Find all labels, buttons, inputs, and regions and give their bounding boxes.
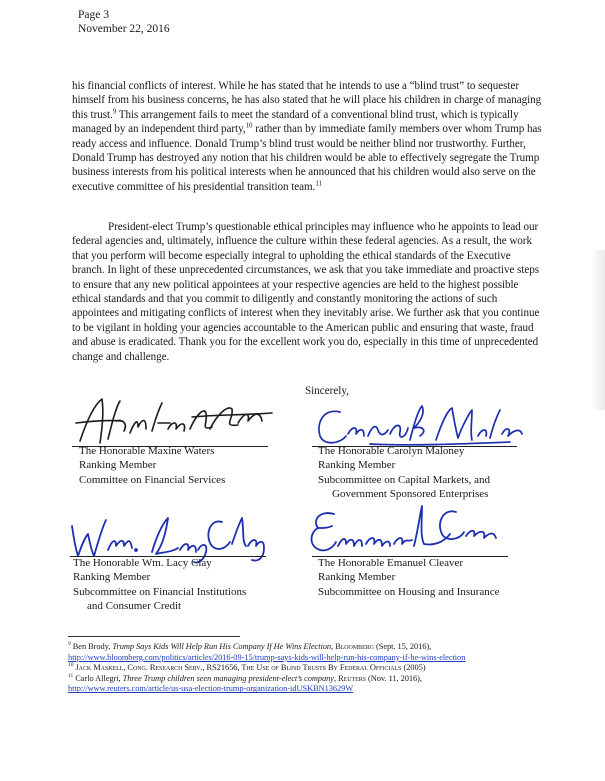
footnote-citation: Jack Maskell, Cong. Research Serv., RS21656, The Use of Blind Trusts By Federal Officials [75, 663, 402, 673]
signature-emanuel-cleaver [304, 500, 504, 562]
footnote-9 [68, 642, 548, 663]
footnote-number: 11 [68, 672, 74, 679]
footnote-article-title: Trump Says Kids Will Help Run His Company If He Wins Election [112, 642, 332, 651]
footnote-text: , [331, 642, 336, 651]
footnote-text: , [333, 673, 339, 683]
signatory-name: The Honorable Wm. Lacy Clay [73, 557, 212, 569]
footnote-ref-9: 9 [112, 107, 117, 116]
signatory-block-waters [79, 444, 225, 487]
footnote-number: 10 [68, 662, 74, 669]
page-header [78, 8, 170, 36]
signatory-title: Ranking Member [318, 459, 396, 472]
footnote-text: Ben Brody, [70, 642, 113, 651]
scan-shadow [591, 250, 605, 410]
signatory-committee: Subcommittee on Financial Institutions [73, 585, 247, 598]
paragraph-text: President-elect Trump’s questionable ethical principles may influence who he appoints to lead our federal agencies and, ultimately, influence the culture within these federal agencies. As a result, the work that you perform will become especially integral to upholding the ethical standards of the Executive branch. In light of these unprecedented circumstances, we ask that you take immediate and proactive steps to ensure that any new political appointees at your respective agencies are held to the highest possible ethical standards and that you commit to diligently and constantly monitoring the actions of such appointees and mitigating conflicts of interest when they inevitably arise. We further ask that you continue to be vigilant in holding your agencies accountable to the American public and ensuring that waste, fraud and abuse is eradicated. Thank you for the excellent work you do, especially in this time of unprecedented change and challenge. [72, 221, 540, 363]
paragraph-text: his financial conflicts of interest. While he has stated that he intends to use a “blind trust” to sequester himself from his business concerns, he has also stated that he will place his children in charge of managing this trust. [72, 80, 542, 121]
footnotes [68, 642, 548, 695]
footnote-text: (2005) [401, 663, 426, 673]
signature-maxine-waters [72, 393, 282, 449]
signatory-block-maloney [318, 444, 490, 501]
letter-date: November 22, 2016 [78, 23, 170, 35]
footnote-11 [68, 674, 548, 695]
paragraph-text: This arrangement fails to meet the standard of a conventional blind trust, which is typically managed by an independent third party, [72, 108, 519, 136]
footnote-link[interactable]: http://www.reuters.com/article/us-usa-election-trump-organization-idUSKBN13629W [68, 684, 354, 694]
footnote-number: 9 [68, 641, 71, 648]
footnote-10 [68, 663, 548, 674]
footnote-ref-11: 11 [315, 179, 322, 188]
closing-salutation: Sincerely, [305, 385, 349, 397]
footnote-text: (Nov. 11, 2016), [365, 673, 422, 683]
signatory-committee: Committee on Financial Services [79, 473, 226, 486]
signatory-committee: Subcommittee on Housing and Insurance [318, 585, 500, 598]
footnote-divider [68, 636, 240, 637]
signatory-committee: Subcommittee on Capital Markets, and [318, 473, 490, 486]
paragraph-text: rather than by immediate family members over whom Trump has ready access and influence. Donald Trump’s blind trust would be neither blind nor trustworthy. Further, Donald Trump has destroyed any notion that his children would be able to effectively segregate the Trump business interests from his political interests when he announced that his children would also serve on the executive committee of his presidential transition team. [72, 123, 542, 193]
body-paragraph-2 [72, 220, 542, 364]
footnote-article-title: Three Trump children seen managing president-elect’s company [122, 673, 334, 683]
footnote-ref-10: 10 [245, 121, 253, 130]
page-number: Page 3 [78, 9, 109, 21]
signatory-title: Ranking Member [79, 459, 157, 472]
body-paragraph-1 [72, 79, 542, 194]
footnote-publisher: Reuters [338, 673, 366, 683]
signatory-block-cleaver [318, 556, 499, 599]
footnote-link[interactable]: http://www.bloomberg.com/politics/articles/2016-09-15/trump-says-kids-will-help-run-his-company-if-he-wins-election [68, 652, 466, 662]
signatory-title: Ranking Member [318, 571, 396, 584]
footnote-publisher: Bloomberg [335, 642, 374, 651]
footnote-text: Carlo Allegri, [73, 673, 123, 683]
signatory-block-clay [73, 556, 246, 613]
signatory-committee: and Consumer Credit [87, 599, 182, 612]
signatory-committee: Government Sponsored Enterprises [332, 487, 489, 500]
footnote-text: (Sept. 15, 2016), [373, 642, 432, 651]
signatory-name: The Honorable Maxine Waters [79, 445, 215, 457]
signatory-title: Ranking Member [73, 571, 151, 584]
signatory-name: The Honorable Emanuel Cleaver [318, 557, 464, 569]
signatory-name: The Honorable Carolyn Maloney [318, 445, 465, 457]
